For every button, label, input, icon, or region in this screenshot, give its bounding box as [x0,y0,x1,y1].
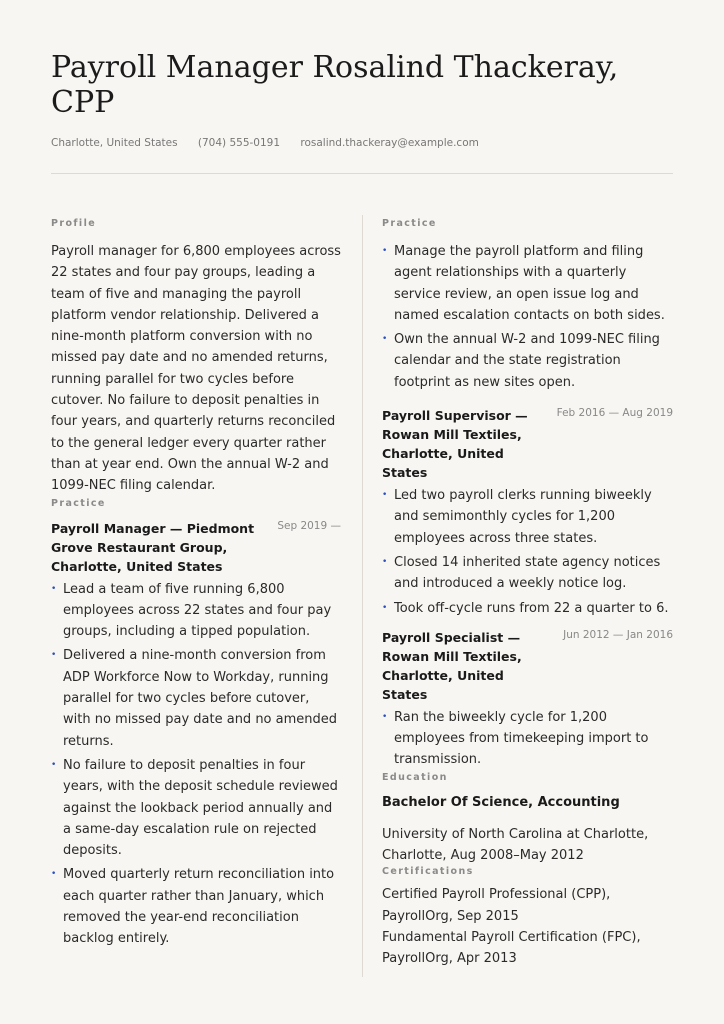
list-item [382,241,673,326]
bullet-icon: • [51,583,57,594]
bullet-text: Took off-cycle runs from 22 a quarter to 6. [394,600,669,616]
bullet-icon: • [51,650,57,661]
phone-text: (704) 555-0191 [197,137,281,149]
certifications-heading: Certifications [382,866,474,878]
list-item [51,755,341,861]
bullet-icon: • [51,869,57,880]
list-item [51,579,341,643]
contact-line [51,137,496,149]
bullet-text: Ran the biweekly cycle for 1,200 employees from timekeeping import to transmission. [394,709,649,768]
bullet-icon: • [382,602,388,613]
practice-heading: Practice [51,497,106,509]
job-title: Payroll Specialist — Rowan Mill Textiles, Charlotte, United States [382,629,522,702]
job-header [382,628,673,704]
bullet-icon: • [382,246,388,256]
job-dates: Feb 2016 — Aug 2019 [556,407,673,420]
job-header [382,406,673,482]
certification-item: Fundamental Payroll Certification (FPC), PayrollOrg, Apr 2013 [382,929,641,967]
bullet-text: Led two payroll clerks running biweekly and semimonthly cycles for 1,200 employees across three states. [394,488,652,546]
bullet-text: Moved quarterly return reconciliation into each quarter rather than January, which removed the year-end reconciliation backlog entirely. [63,867,335,947]
bullet-icon: • [382,334,388,345]
job-title: Payroll Manager — Piedmont Grove Restaurant Group, Charlotte, United States [51,520,255,574]
bullet-text: Lead a team of five running 6,800 employees across 22 states and four pay groups, including a tipped population. [63,581,332,640]
job-dates: Jun 2012 — Jan 2016 [563,628,673,641]
bullet-text: No failure to deposit penalties in four years, with the deposit schedule reviewed against the lookback period annually and a same-day escalation rule on rejected deposits. [63,757,338,859]
list-item [382,707,673,771]
list-item [382,329,673,393]
certification-item: Certified Payroll Professional (CPP), PayrollOrg, Sep 2015 [382,887,611,924]
education-heading: Education [382,771,448,783]
school-text: University of North Carolina at Charlotte, Charlotte, Aug 2008–May 2012 [382,826,649,864]
right-column [382,218,673,970]
job-entry [382,628,673,771]
job-bullets [382,485,673,619]
job-bullets [51,579,341,950]
bullet-text: Manage the payroll platform and filing agent relationships with a quarterly service review, an open issue log and named escalation contacts on both sides. [394,244,665,323]
job-entry [51,519,341,950]
job-title: Payroll Supervisor — Rowan Mill Textiles, Charlotte, United States [382,408,528,481]
column-divider [362,215,363,977]
job-dates: Sep 2019 — [277,519,341,532]
job-header [51,519,341,576]
bullet-icon: • [382,490,388,501]
job-entry [382,406,673,619]
list-item [382,485,673,549]
list-item [382,598,673,619]
list-item [382,552,673,595]
job-bullets [382,707,673,771]
profile-summary: Payroll manager for 6,800 employees across 22 states and four pay groups, leading a team of five and managing the payroll platform vendor relationship. Delivered a nine-month platform conversion with no missed pay date and no amended returns, running parallel for two cycles before cutover. No failure to deposit penalties in four years, and quarterly returns reconciled to the general ledger every quarter rather than at year end. Own the annual W-2 and 1099-NEC filing calendar. [51,244,341,494]
profile-heading: Profile [51,218,97,229]
candidate-name: Payroll Manager Rosalind Thackeray, CPP [51,50,619,120]
header-divider [51,173,673,174]
bullet-icon: • [51,759,57,770]
list-item [51,864,341,949]
list-item [51,645,341,751]
bullet-icon: • [382,711,388,722]
practice-bullets [382,241,673,393]
degree-title: Bachelor Of Science, Accounting [382,794,620,810]
bullet-text: Closed 14 inherited state agency notices and introduced a weekly notice log. [394,554,661,592]
certifications-list [382,884,673,969]
bullet-text: Own the annual W-2 and 1099-NEC filing calendar and the state registration footprint as new sites open. [394,332,660,390]
left-column [51,218,341,953]
location-text: Charlotte, United States [51,137,178,149]
practice-heading: Practice [382,218,437,229]
bullet-text: Delivered a nine-month conversion from ADP Workforce Now to Workday, running parallel for two cycles before cutover, with no missed pay date and no amended returns. [63,648,338,749]
bullet-icon: • [382,556,388,567]
email-link[interactable]: rosalind.thackeray@example.com [300,137,479,149]
